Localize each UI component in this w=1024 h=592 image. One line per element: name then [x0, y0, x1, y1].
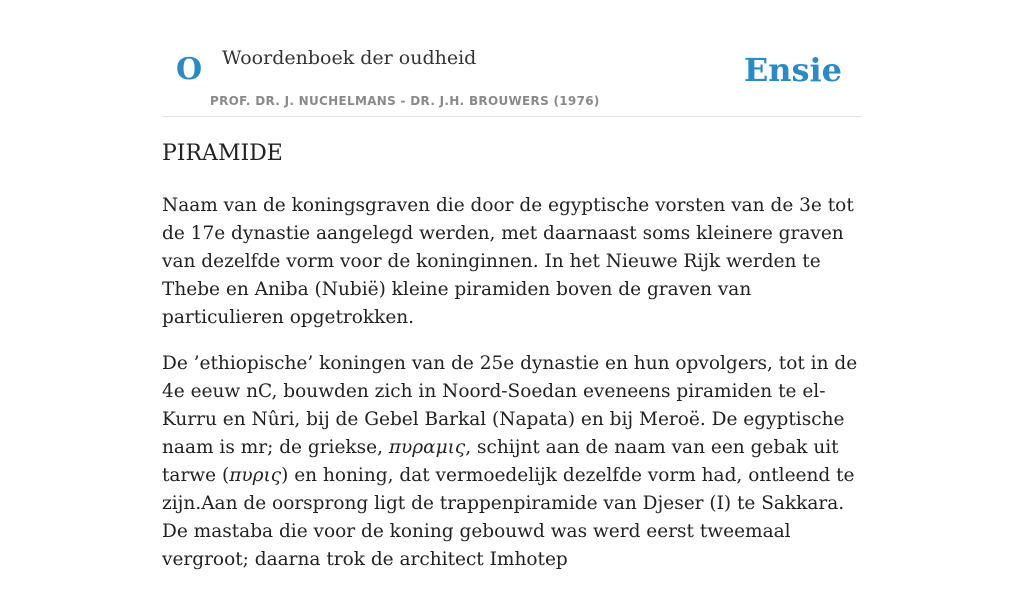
entry-content [162, 138, 862, 592]
entry-paragraph-1: Naam van de koningsgraven die door de egyptische vorsten van de 3e tot de 17e dynastie aangelegd werden, met daarnaast soms kleinere graven van dezelfde vorm voor de koninginnen. In het Nieuwe Rijk werden te Thebe en Aniba (Nubië) kleine piramiden boven de graven van particulieren opgetrokken. [162, 195, 854, 328]
paragraph-2-text-3: ) en honing, dat vermoedelijk dezelfde vorm had, ontleend te zijn.Aan de oorsprong ligt de trappenpiramide van Djeser (I) te Sakkara. De mastaba die voor de koning gebouwd was werd eerst tweemaal vergroot; daarna trok de architect Imhotep [162, 465, 855, 570]
entry-title: PIRAMIDE [162, 141, 283, 166]
book-authors: PROF. DR. J. NUCHELMANS - DR. J.H. BROUWERS (1976) [210, 94, 600, 108]
ensie-logo-link[interactable]: Ensie [743, 51, 842, 89]
book-title-link[interactable]: Woordenboek der oudheid [222, 47, 477, 69]
greek-word-pyramis: πυραμις [388, 437, 466, 458]
header [162, 0, 862, 117]
letter-index-link[interactable]: O [176, 52, 203, 87]
entry-paragraph-2 [162, 350, 862, 574]
paragraph-2-text-1: De ’ethiopische’ koningen van de 25e dynastie en hun opvolgers, tot in de 4e eeuw nC, bouwden zich in Noord-Soedan eveneens piramiden te el-Kurru en Nûri, bij de Gebel Barkal (Napata) en bij Meroë. De egyptische naam is mr; de griekse, [162, 353, 858, 458]
greek-word-pyris: πυρις [229, 465, 282, 486]
paragraph-2-text-2: , schijnt aan de naam van een gebak uit tarwe ( [162, 437, 839, 486]
